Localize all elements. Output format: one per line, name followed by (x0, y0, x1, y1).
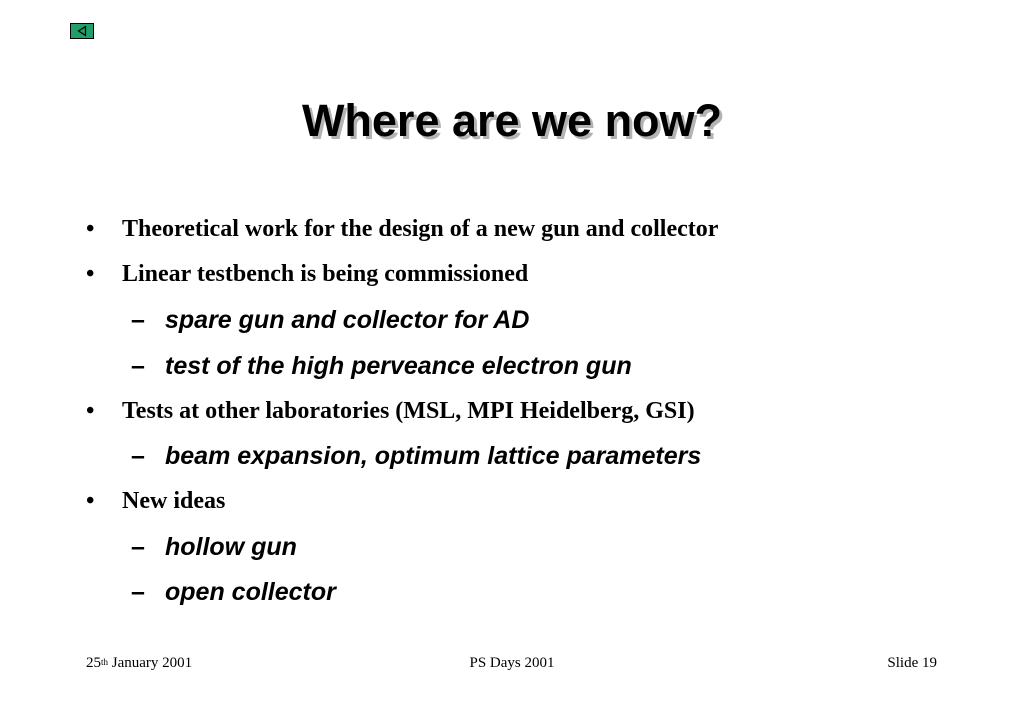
footer-date-rest: January 2001 (108, 655, 193, 671)
bullet-mark: • (86, 216, 95, 242)
sub-bullet-text: hollow gun (165, 533, 297, 561)
sub-bullet-text: test of the high perveance electron gun (165, 352, 632, 380)
bullet-item (86, 214, 718, 244)
dash-mark: – (131, 306, 145, 334)
dash-mark: – (131, 352, 145, 380)
bullet-text: Theoretical work for the design of a new gun and collector (122, 216, 719, 242)
sub-bullet-item (131, 351, 632, 381)
bullet-text: Tests at other laboratories (MSL, MPI Heidelberg, GSI) (122, 398, 695, 424)
bullet-item (86, 396, 695, 426)
footer-event: PS Days 2001 (469, 655, 555, 671)
footer-slide-number: Slide 19 (887, 655, 937, 671)
bullet-mark: • (86, 488, 95, 514)
dash-mark: – (131, 578, 145, 606)
bullet-text: New ideas (122, 488, 226, 514)
sub-bullet-item (131, 305, 529, 335)
sub-bullet-text: open collector (165, 578, 336, 606)
dash-mark: – (131, 442, 145, 470)
bullet-mark: • (86, 398, 95, 424)
bullet-item (86, 486, 225, 516)
sub-bullet-text: spare gun and collector for AD (165, 306, 530, 334)
sub-bullet-item (131, 577, 336, 607)
footer-date-day: 25 (86, 655, 101, 671)
sub-bullet-item (131, 441, 701, 471)
dash-mark: – (131, 533, 145, 561)
sub-bullet-item (131, 532, 297, 562)
sub-bullet-text: beam expansion, optimum lattice parameters (165, 442, 702, 470)
bullet-mark: • (86, 261, 95, 287)
footer-date-suffix: th (101, 657, 109, 667)
slide-title: Where are we now? (301, 95, 723, 146)
bullet-item (86, 259, 528, 289)
bullet-text: Linear testbench is being commissioned (122, 261, 529, 287)
